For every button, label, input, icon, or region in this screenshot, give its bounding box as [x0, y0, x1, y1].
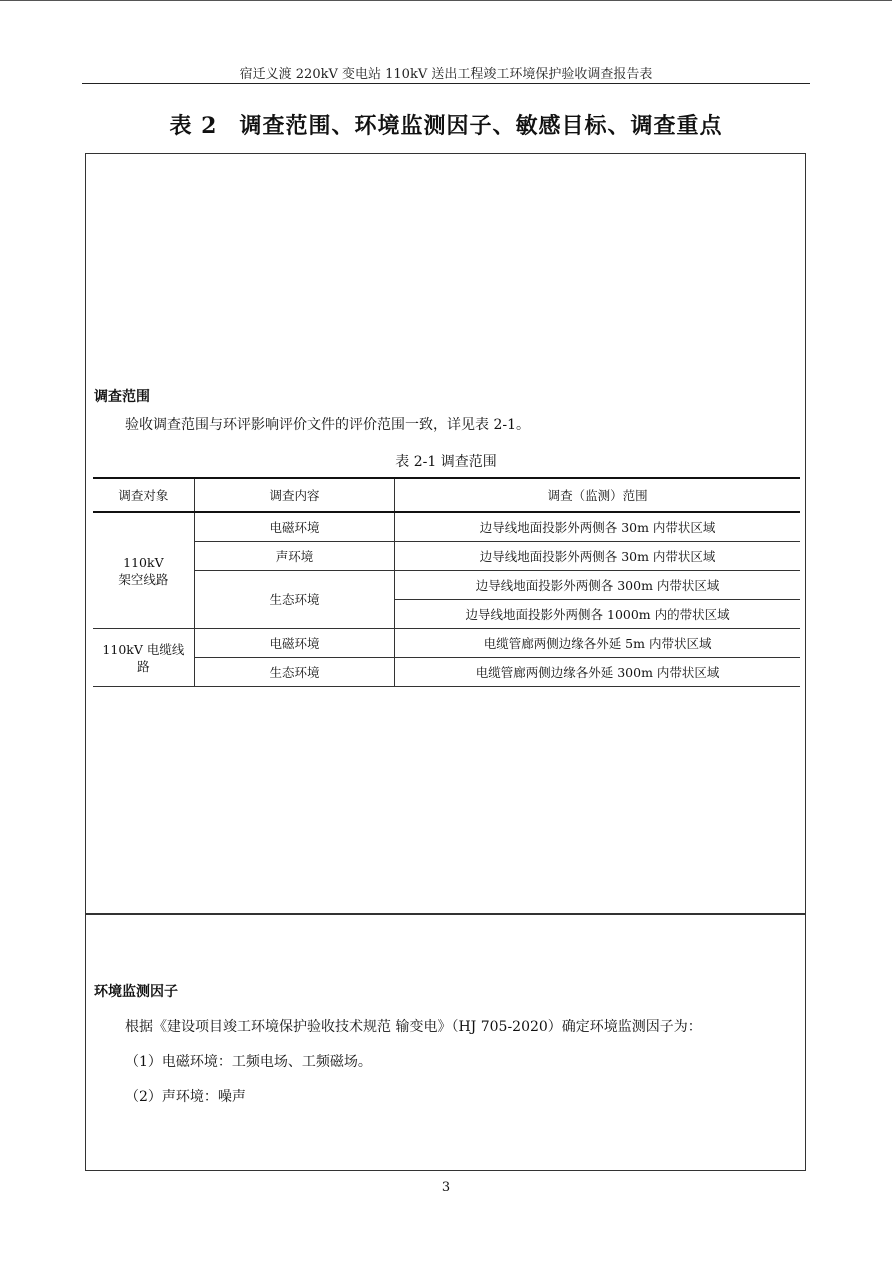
table-row	[93, 542, 800, 571]
object-label-line1: 110kV	[123, 554, 164, 570]
content-cell: 声环境	[194, 542, 394, 571]
object-label-line1: 110kV 电缆线	[102, 641, 185, 657]
monitoring-factors-box	[85, 913, 806, 1171]
page-title	[0, 109, 892, 140]
content-cell: 生态环境	[194, 571, 394, 629]
monitoring-factors-heading: 环境监测因子	[94, 984, 178, 1000]
survey-scope-heading: 调查范围	[94, 389, 150, 405]
range-cell: 电缆管廊两侧边缘各外延 5m 内带状区域	[395, 629, 800, 658]
object-label-line2: 架空线路	[118, 571, 169, 587]
header-rule	[82, 83, 810, 84]
column-header: 调查（监测）范围	[395, 478, 800, 512]
content-cell: 电磁环境	[194, 512, 394, 542]
table-row	[93, 571, 800, 600]
object-cell-overhead-line	[93, 512, 194, 629]
table-row	[93, 629, 800, 658]
range-cell: 边导线地面投影外两侧各 30m 内带状区域	[395, 542, 800, 571]
content-cell: 电磁环境	[194, 629, 394, 658]
table-caption: 表 2-1 调查范围	[395, 454, 497, 470]
monitoring-factors-intro: 根据《建设项目竣工环境保护验收技术规范 输变电》（HJ 705-2020）确定环境监测因子为：	[125, 1019, 702, 1035]
content-cell: 生态环境	[194, 658, 394, 687]
top-border-line	[0, 0, 892, 1]
range-cell: 电缆管廊两侧边缘各外延 300m 内带状区域	[395, 658, 800, 687]
object-cell-cable-line	[93, 629, 194, 687]
running-header: 宿迁义渡 220kV 变电站 110kV 送出工程竣工环境保护验收调查报告表	[239, 67, 653, 82]
survey-scope-paragraph: 验收调查范围与环评影响评价文件的评价范围一致，详见表 2-1。	[125, 417, 530, 433]
title-text: 调查范围、环境监测因子、敏感目标、调查重点	[239, 113, 723, 139]
range-cell: 边导线地面投影外两侧各 1000m 内的带状区域	[395, 600, 800, 629]
column-header: 调查内容	[194, 478, 394, 512]
range-cell: 边导线地面投影外两侧各 30m 内带状区域	[395, 512, 800, 542]
survey-scope-table	[93, 477, 800, 687]
table-row	[93, 512, 800, 542]
table-header-row	[93, 478, 800, 512]
page-number: 3	[441, 1180, 451, 1195]
column-header: 调查对象	[93, 478, 194, 512]
title-number: 表 2	[169, 113, 218, 139]
monitoring-factor-item: （2）声环境：噪声	[125, 1089, 246, 1105]
monitoring-factor-item: （1）电磁环境：工频电场、工频磁场。	[125, 1054, 372, 1070]
table-row	[93, 658, 800, 687]
object-label-line2: 路	[137, 658, 150, 674]
range-cell: 边导线地面投影外两侧各 300m 内带状区域	[395, 571, 800, 600]
